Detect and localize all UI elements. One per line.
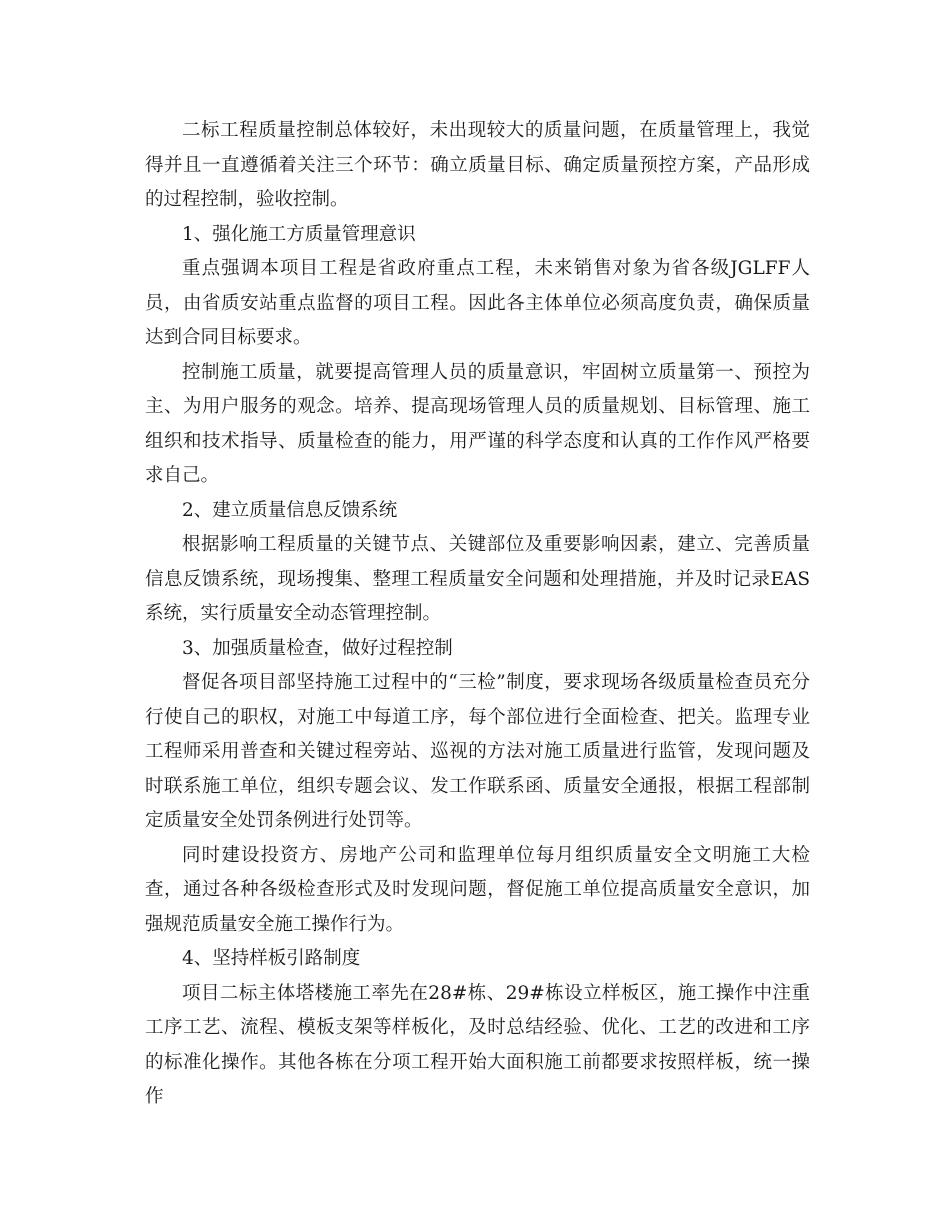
section-heading-4: 4、坚持样板引路制度 — [182, 948, 361, 969]
paragraph-4a: 项目二标主体塔楼施工率先在28#栋、29#栋设立样板区，施工操作中注重工序工艺、流程、模板支架等样板化，及时总结经验、优化、工艺的改进和工序的标准化操作。其他各栋在分项工程开始大面积施工前都要求按照样板，统一操作 — [145, 982, 810, 1107]
paragraph-intro: 二标工程质量控制总体较好，未出现较大的质量问题，在质量管理上，我觉得并且一直遵循着关注三个环节：确立质量目标、确定质量预控方案，产品形成的过程控制，验收控制。 — [145, 120, 810, 210]
section-heading-1: 1、强化施工方质量管理意识 — [182, 223, 416, 245]
section-heading-3: 3、加强质量检查，做好过程控制 — [182, 637, 453, 659]
section-heading-2: 2、建立质量信息反馈系统 — [182, 499, 398, 521]
paragraph-1b: 控制施工质量，就要提高管理人员的质量意识，牢固树立质量第一、预控为主、为用户服务的观念。培养、提高现场管理人员的质量规划、目标管理、施工组织和技术指导、质量检查的能力，用严谨的科学态度和认真的工作作风严格要求自己。 — [145, 361, 810, 486]
paragraph-3b: 同时建设投资方、房地产公司和监理单位每月组织质量安全文明施工大检查，通过各种各级检查形式及时发现问题，督促施工单位提高质量安全意识，加强规范质量安全施工操作行为。 — [145, 844, 810, 935]
paragraph-3a: 督促各项目部坚持施工过程中的“三检”制度，要求现场各级质量检查员充分行使自己的职权，对施工中每道工序，每个部位进行全面检查、把关。监理专业工程师采用普查和关键过程旁站、巡视的方法对施工质量进行监管，发现问题及时联系施工单位，组织专题会议、发工作联系函、质量安全通报，根据工程部制定质量安全处罚条例进行处罚等。 — [145, 672, 810, 831]
document-body — [145, 114, 810, 1115]
paragraph-2a: 根据影响工程质量的关键节点、关键部位及重要影响因素，建立、完善质量信息反馈系统，现场搜集、整理工程质量安全问题和处理措施，并及时记录EAS系统，实行质量安全动态管理控制。 — [145, 534, 810, 624]
paragraph-1a: 重点强调本项目工程是省政府重点工程，未来销售对象为省各级JGLFF人员，由省质安站重点监督的项目工程。因此各主体单位必须高度负责，确保质量达到合同目标要求。 — [145, 258, 810, 348]
